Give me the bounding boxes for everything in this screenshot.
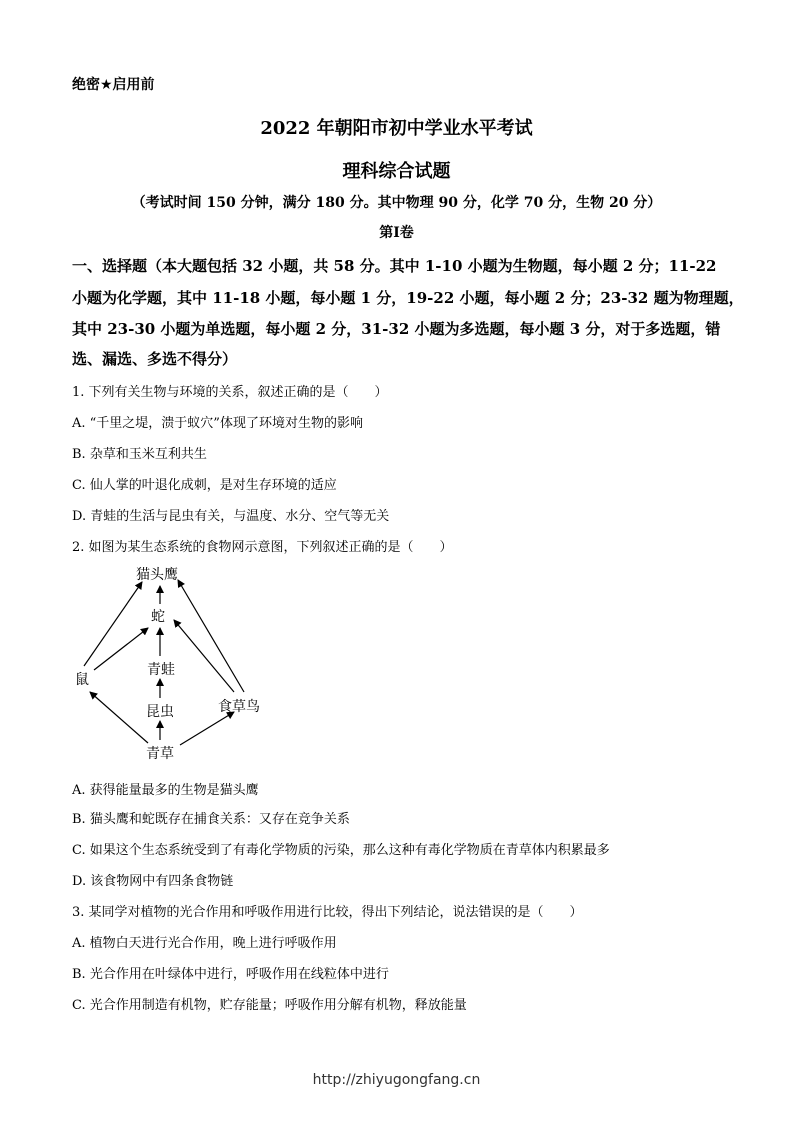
section-instruction-line-4: 选、漏选、多选不得分）	[72, 350, 238, 368]
arrow-mouse-to-snake	[94, 628, 148, 670]
node-bird: 食草鸟	[218, 699, 260, 715]
question-3-option-a: A. 植物白天进行光合作用，晚上进行呼吸作用	[72, 936, 337, 951]
arrow-mouse-to-owl	[84, 582, 142, 666]
question-2-option-c: C. 如果这个生态系统受到了有毒化学物质的污染，那么这种有毒化学物质在青草体内积累最多	[72, 843, 610, 858]
question-2-option-a: A. 获得能量最多的生物是猫头鹰	[72, 783, 259, 798]
arrow-grass-to-bird	[180, 712, 234, 745]
question-1-stem: 1. 下列有关生物与环境的关系，叙述正确的是（ ）	[72, 385, 388, 400]
node-snake: 蛇	[151, 609, 165, 625]
question-3-option-c: C. 光合作用制造有机物，贮存能量；呼吸作用分解有机物，释放能量	[72, 998, 467, 1013]
food-web-diagram	[72, 560, 272, 770]
volume-label: 第Ⅰ卷	[379, 225, 414, 241]
footer-url[interactable]: http://zhiyugongfang.cn	[312, 1072, 481, 1088]
section-instruction-line-2: 小题为化学题，其中 11-18 小题，每小题 1 分，19-22 小题，每小题 2 分；23-32 题为物理题，	[72, 289, 744, 307]
question-2-option-b: B. 猫头鹰和蛇既存在捕食关系：又存在竞争关系	[72, 812, 350, 827]
node-mouse: 鼠	[75, 672, 89, 688]
node-insect: 昆虫	[146, 704, 174, 720]
node-owl: 猫头鹰	[136, 567, 178, 583]
question-1-option-d: D. 青蛙的生活与昆虫有关，与温度、水分、空气等无关	[72, 509, 390, 524]
exam-info: （考试时间 150 分钟，满分 180 分。其中物理 90 分，化学 70 分，生物 20 分）	[131, 195, 662, 211]
arrow-grass-to-mouse	[90, 692, 148, 743]
section-instruction-line-3: 其中 23-30 小题为单选题，每小题 2 分，31-32 小题为多选题，每小题 3 分，对于多选题，错	[72, 320, 721, 338]
node-frog: 青蛙	[147, 662, 175, 678]
question-2-option-d: D. 该食物网中有四条食物链	[72, 874, 234, 889]
confidential-mark: 绝密★启用前	[72, 77, 155, 93]
question-1-option-a: A. “千里之堤，溃于蚁穴”体现了环境对生物的影响	[72, 416, 363, 431]
section-instruction-line-1: 一、选择题（本大题包括 32 小题，共 58 分。其中 1-10 小题为生物题，每小题 2 分；11-22	[72, 257, 717, 275]
question-1-option-c: C. 仙人掌的叶退化成刺，是对生存环境的适应	[72, 478, 337, 493]
question-3-stem: 3. 某同学对植物的光合作用和呼吸作用进行比较，得出下列结论，说法错误的是（ ）	[72, 905, 583, 920]
arrow-bird-to-snake	[174, 620, 234, 692]
exam-title: 2022 年朝阳市初中学业水平考试	[260, 118, 533, 139]
question-3-option-b: B. 光合作用在叶绿体中进行，呼吸作用在线粒体中进行	[72, 967, 389, 982]
paper-title: 理科综合试题	[342, 161, 451, 182]
node-grass: 青草	[146, 746, 174, 762]
question-1-option-b: B. 杂草和玉米互利共生	[72, 447, 207, 462]
question-2-stem: 2. 如图为某生态系统的食物网示意图，下列叙述正确的是（ ）	[72, 540, 453, 555]
